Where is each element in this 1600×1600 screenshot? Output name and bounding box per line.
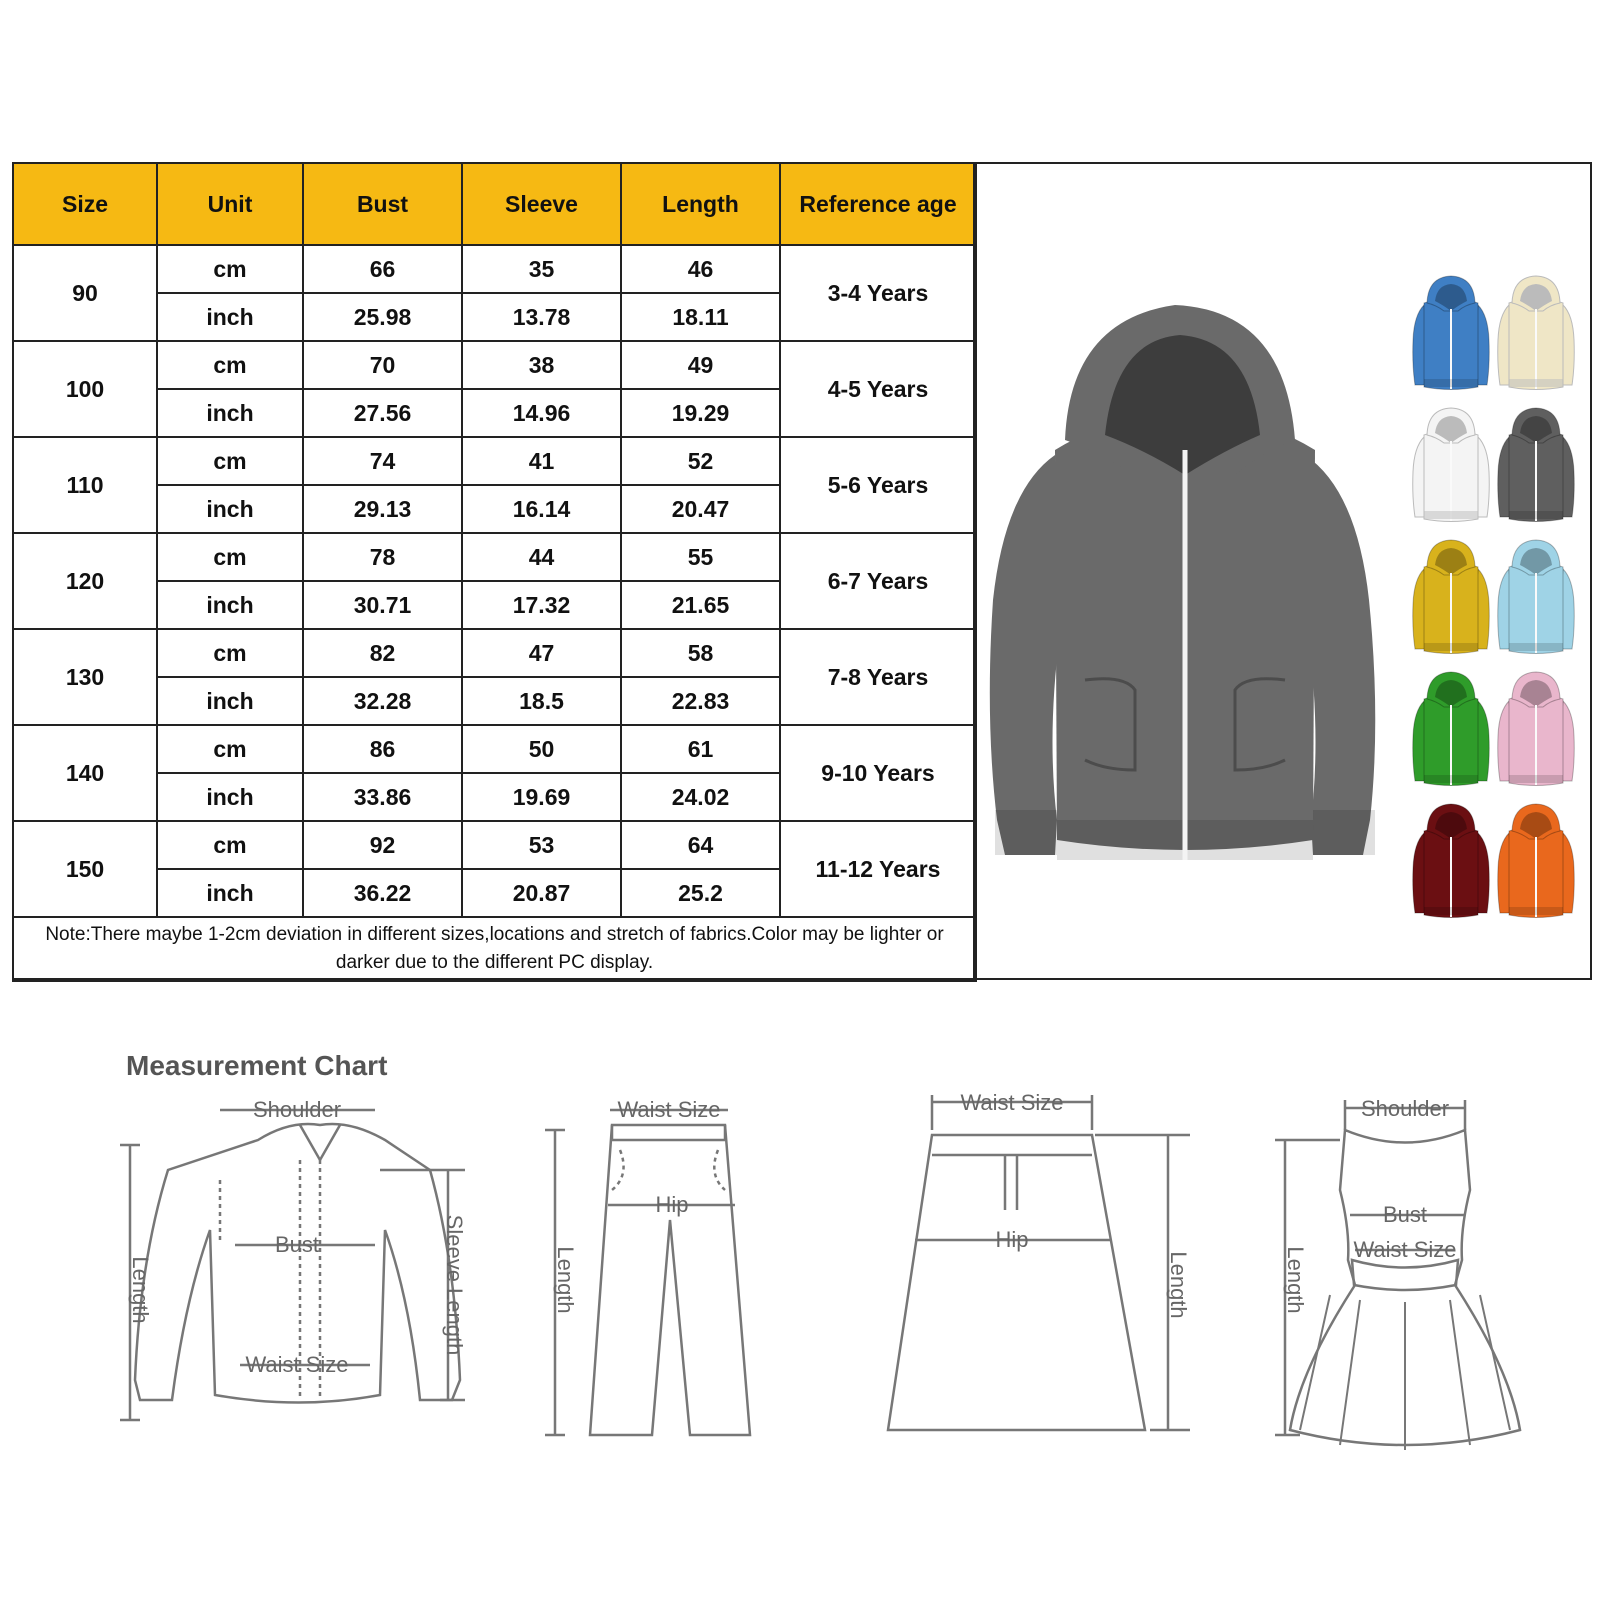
table-note: Note:There maybe 1-2cm deviation in different sizes,locations and stretch of fabrics.Color may be lighter or darker due to the different PC display. <box>13 917 976 981</box>
reference-age-cell: 9-10 Years <box>780 725 976 821</box>
bust-cm-cell: 82 <box>303 629 462 677</box>
unit-cell: cm <box>157 341 303 389</box>
table-row-cm <box>13 245 976 293</box>
reference-age-cell: 5-6 Years <box>780 437 976 533</box>
size-cell: 110 <box>13 437 157 533</box>
sleeve-cm-cell: 41 <box>462 437 621 485</box>
sleeve-cm-cell: 44 <box>462 533 621 581</box>
unit-cell: inch <box>157 293 303 341</box>
color-swatch-hoodie <box>1495 407 1577 525</box>
bust-inch-cell: 25.98 <box>303 293 462 341</box>
sleeve-inch-cell: 20.87 <box>462 869 621 917</box>
reference-age-cell: 6-7 Years <box>780 533 976 629</box>
length-inch-cell: 25.2 <box>621 869 780 917</box>
bust-inch-cell: 36.22 <box>303 869 462 917</box>
shirt-length-label: Length <box>128 1256 153 1324</box>
bust-cm-cell: 70 <box>303 341 462 389</box>
length-inch-cell: 22.83 <box>621 677 780 725</box>
sleeve-cm-cell: 38 <box>462 341 621 389</box>
unit-cell: inch <box>157 581 303 629</box>
size-cell: 150 <box>13 821 157 917</box>
size-cell: 100 <box>13 341 157 437</box>
header-sleeve: Sleeve <box>462 163 621 245</box>
pants-length-label: Length <box>553 1246 578 1314</box>
shirt-diagram <box>120 1097 467 1420</box>
sleeve-inch-cell: 19.69 <box>462 773 621 821</box>
shirt-shoulder-label: Shoulder <box>252 1097 342 1122</box>
color-swatch-hoodie <box>1410 671 1492 789</box>
length-cm-cell: 49 <box>621 341 780 389</box>
reference-age-cell: 3-4 Years <box>780 245 976 341</box>
panel-divider <box>973 162 975 980</box>
unit-cell: inch <box>157 773 303 821</box>
table-row-cm <box>13 533 976 581</box>
length-inch-cell: 21.65 <box>621 581 780 629</box>
skirt-waist-label: Waist Size <box>960 1090 1064 1115</box>
unit-cell: inch <box>157 677 303 725</box>
color-swatch-hoodie <box>1495 803 1577 921</box>
shirt-sleeve-label: Sleeve Length <box>442 1214 467 1356</box>
sleeve-inch-cell: 17.32 <box>462 581 621 629</box>
bust-inch-cell: 33.86 <box>303 773 462 821</box>
bust-inch-cell: 27.56 <box>303 389 462 437</box>
bust-cm-cell: 74 <box>303 437 462 485</box>
sleeve-cm-cell: 47 <box>462 629 621 677</box>
bust-cm-cell: 86 <box>303 725 462 773</box>
bust-inch-cell: 32.28 <box>303 677 462 725</box>
sleeve-inch-cell: 13.78 <box>462 293 621 341</box>
dress-bust-label: Bust <box>1382 1202 1428 1227</box>
size-cell: 130 <box>13 629 157 725</box>
dress-diagram <box>1275 1096 1520 1450</box>
length-cm-cell: 64 <box>621 821 780 869</box>
reference-age-cell: 4-5 Years <box>780 341 976 437</box>
unit-cell: inch <box>157 869 303 917</box>
unit-cell: cm <box>157 725 303 773</box>
table-row-cm <box>13 341 976 389</box>
length-inch-cell: 24.02 <box>621 773 780 821</box>
table-row-cm <box>13 437 976 485</box>
pants-diagram <box>545 1097 750 1435</box>
length-inch-cell: 18.11 <box>621 293 780 341</box>
sleeve-inch-cell: 18.5 <box>462 677 621 725</box>
length-cm-cell: 46 <box>621 245 780 293</box>
table-row-cm <box>13 725 976 773</box>
dress-waist-label: Waist Size <box>1353 1237 1457 1262</box>
main-hoodie-image <box>985 300 1385 880</box>
length-cm-cell: 52 <box>621 437 780 485</box>
table-header-row <box>13 163 976 245</box>
header-size: Size <box>13 163 157 245</box>
length-cm-cell: 55 <box>621 533 780 581</box>
bust-inch-cell: 29.13 <box>303 485 462 533</box>
header-reference-age: Reference age <box>780 163 976 245</box>
size-cell: 140 <box>13 725 157 821</box>
bust-cm-cell: 78 <box>303 533 462 581</box>
unit-cell: cm <box>157 245 303 293</box>
unit-cell: cm <box>157 629 303 677</box>
pants-waist-label: Waist Size <box>617 1097 721 1122</box>
shirt-bust-label: Bust <box>274 1232 320 1257</box>
table-row-cm <box>13 821 976 869</box>
unit-cell: cm <box>157 821 303 869</box>
unit-cell: inch <box>157 485 303 533</box>
unit-cell: inch <box>157 389 303 437</box>
skirt-length-label: Length <box>1166 1251 1191 1319</box>
color-swatch-hoodie <box>1410 803 1492 921</box>
bust-cm-cell: 92 <box>303 821 462 869</box>
dress-length-label: Length <box>1283 1246 1308 1314</box>
hoodie-body <box>990 305 1375 860</box>
left-sleeve <box>990 455 1065 855</box>
pants-hip-label: Hip <box>655 1192 689 1217</box>
measurement-chart-title: Measurement Chart <box>126 1050 388 1081</box>
dress-shoulder-label: Shoulder <box>1360 1096 1450 1121</box>
reference-age-cell: 11-12 Years <box>780 821 976 917</box>
table-row-cm <box>13 629 976 677</box>
header-bust: Bust <box>303 163 462 245</box>
reference-age-cell: 7-8 Years <box>780 629 976 725</box>
bust-inch-cell: 30.71 <box>303 581 462 629</box>
length-cm-cell: 58 <box>621 629 780 677</box>
header-length: Length <box>621 163 780 245</box>
size-table <box>12 162 977 982</box>
sleeve-cm-cell: 50 <box>462 725 621 773</box>
unit-cell: cm <box>157 437 303 485</box>
size-cell: 90 <box>13 245 157 341</box>
length-cm-cell: 61 <box>621 725 780 773</box>
size-cell: 120 <box>13 533 157 629</box>
color-swatch-hoodie <box>1410 407 1492 525</box>
bust-cm-cell: 66 <box>303 245 462 293</box>
measurement-diagrams <box>0 1080 1600 1560</box>
sleeve-inch-cell: 16.14 <box>462 485 621 533</box>
color-swatch-hoodie <box>1410 539 1492 657</box>
shirt-waist-label: Waist Size <box>245 1352 349 1377</box>
color-swatch-hoodie <box>1495 671 1577 789</box>
header-unit: Unit <box>157 163 303 245</box>
color-swatch-hoodie <box>1410 275 1492 393</box>
sleeve-cm-cell: 35 <box>462 245 621 293</box>
length-inch-cell: 19.29 <box>621 389 780 437</box>
length-inch-cell: 20.47 <box>621 485 780 533</box>
skirt-diagram <box>888 1090 1191 1430</box>
sleeve-cm-cell: 53 <box>462 821 621 869</box>
skirt-hip-label: Hip <box>995 1227 1029 1252</box>
color-swatch-hoodie <box>1495 539 1577 657</box>
color-swatch-hoodie <box>1495 275 1577 393</box>
unit-cell: cm <box>157 533 303 581</box>
sleeve-inch-cell: 14.96 <box>462 389 621 437</box>
